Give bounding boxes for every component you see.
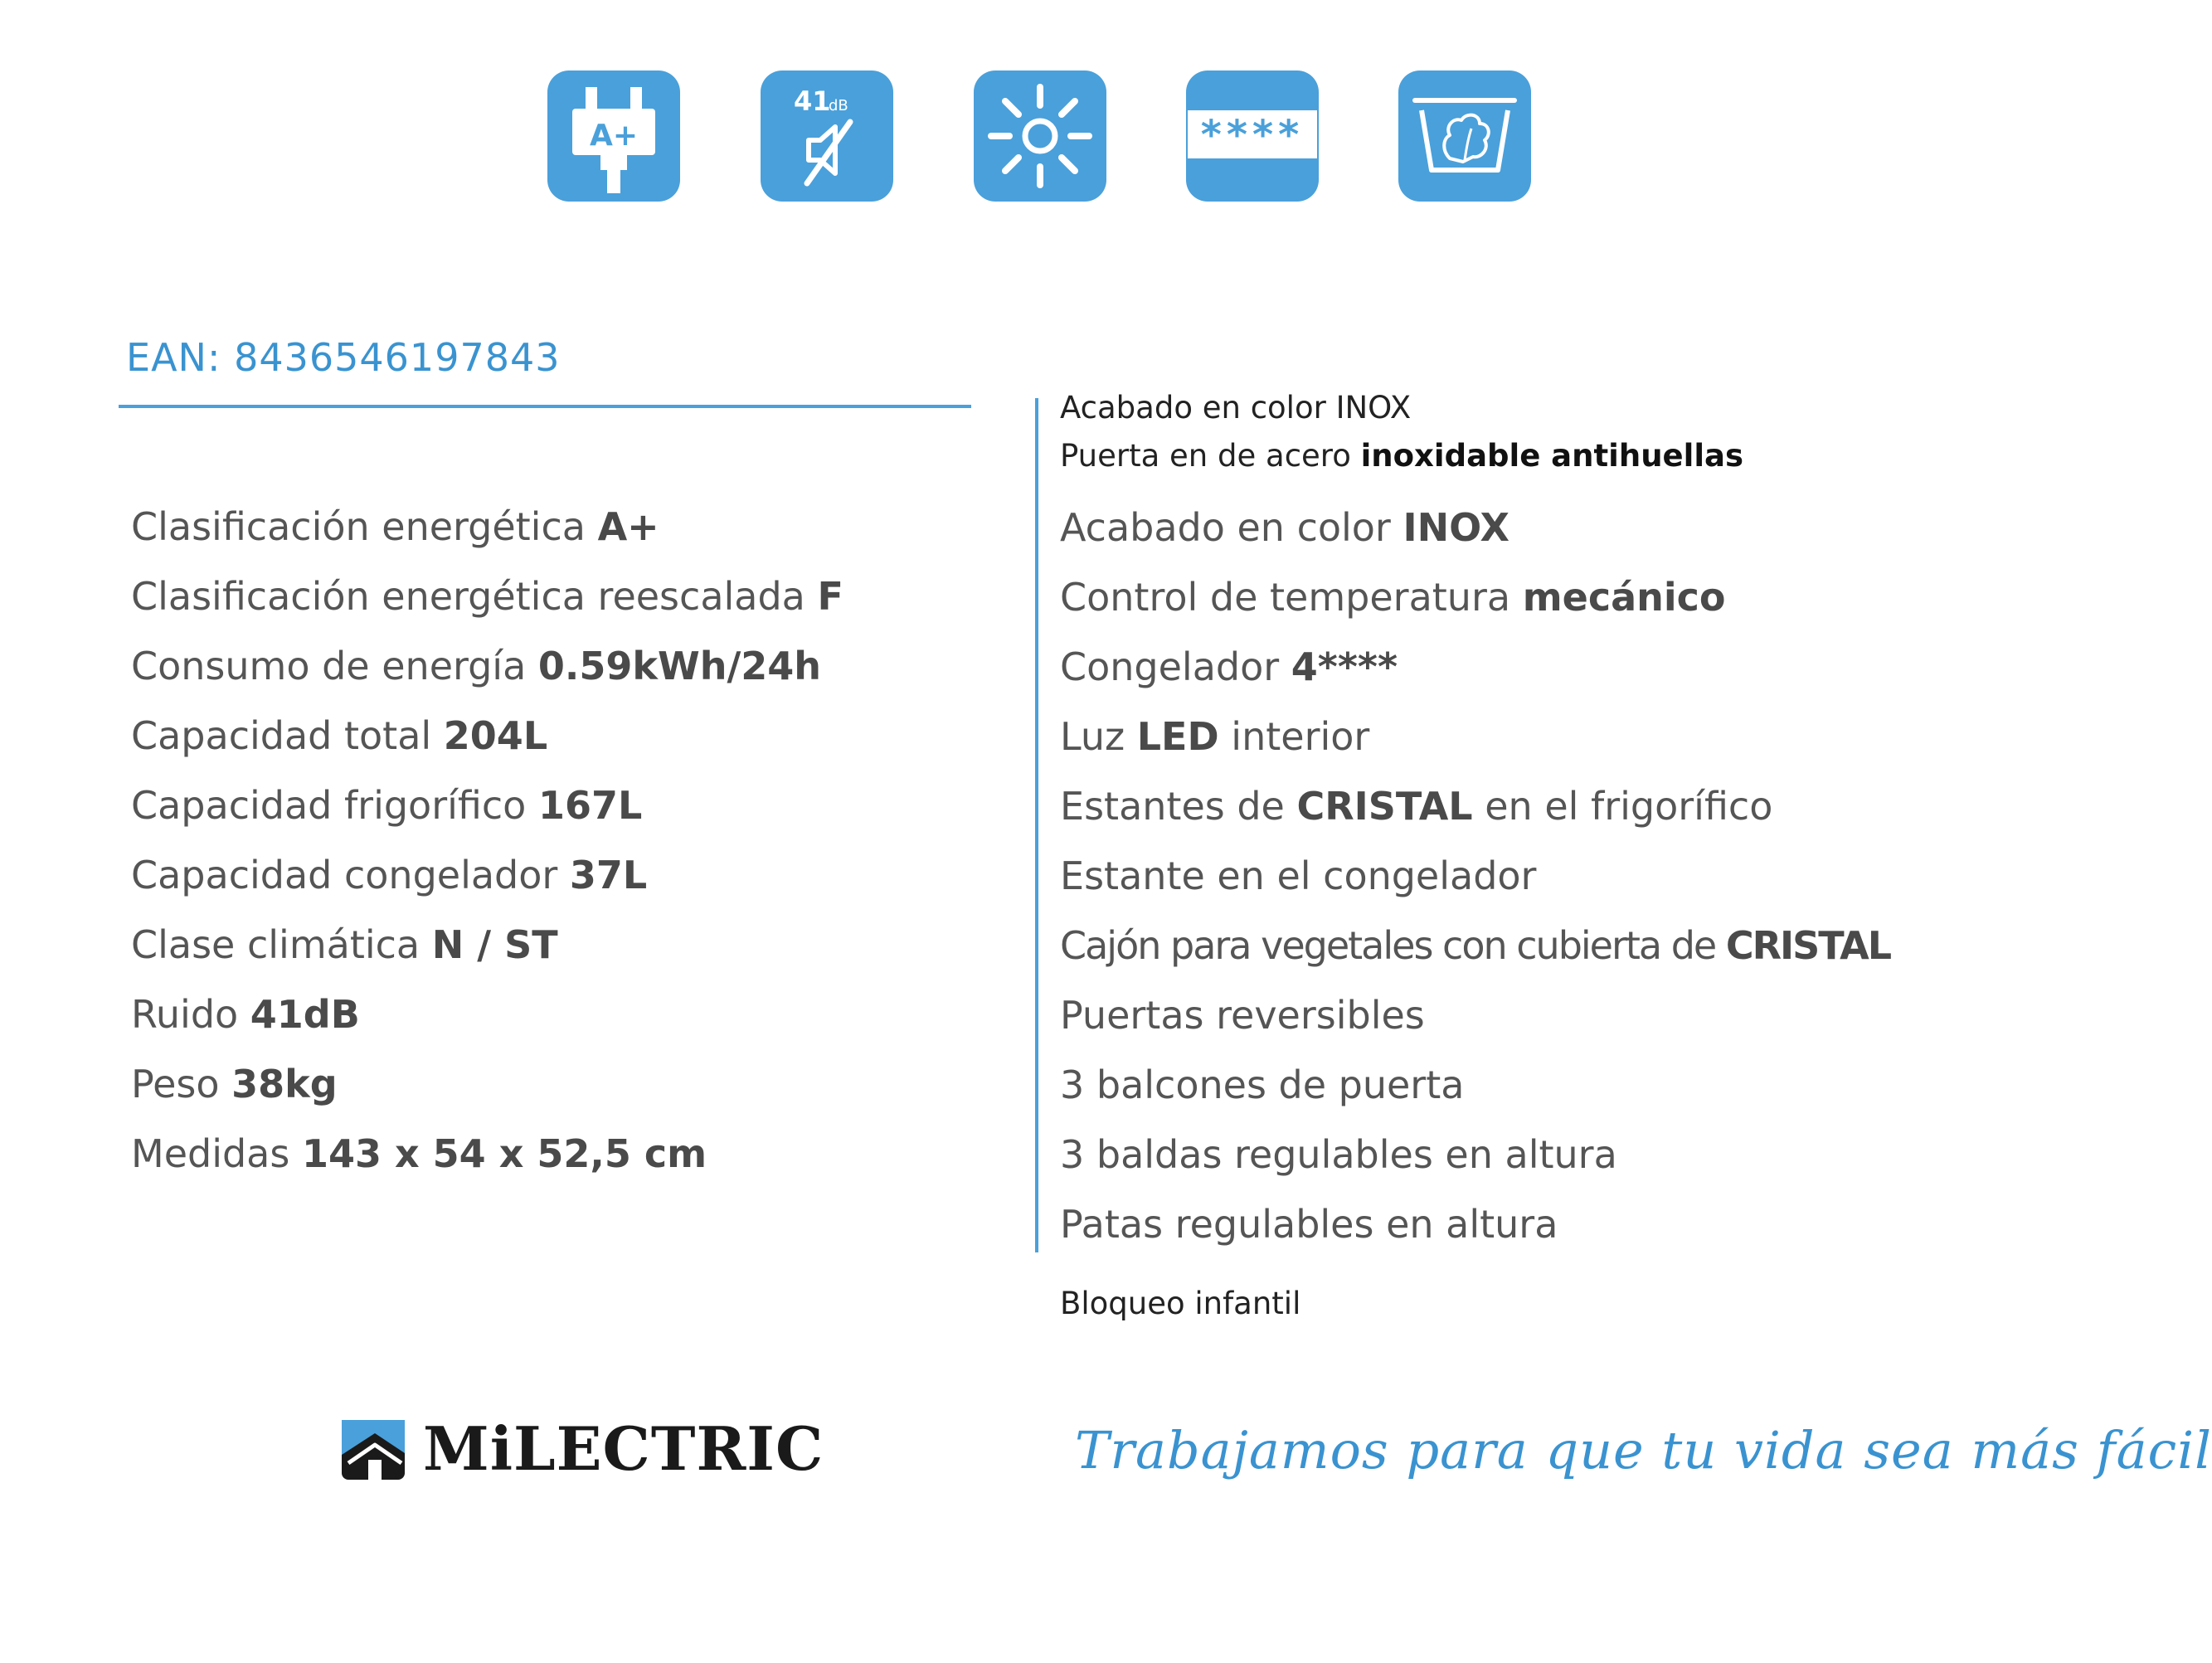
feature-item: Cajón para vegetales con cubierta de CRISTAL xyxy=(1060,923,1891,968)
feature-item: Congelador 4**** xyxy=(1060,644,1398,689)
spec-item: Capacidad frigorífico 167L xyxy=(131,783,643,828)
energy-class-label: A+ xyxy=(589,119,639,153)
noise-unit: dB xyxy=(829,97,848,114)
house-logo-icon xyxy=(340,1417,406,1483)
brand-name: MiLECTRIC xyxy=(423,1413,824,1484)
feature-item: Puertas reversibles xyxy=(1060,993,1425,1038)
ean-code: EAN: 8436546197843 xyxy=(126,335,561,380)
spec-item: Clasificación energética reescalada F xyxy=(131,574,843,619)
spec-item: Peso 38kg xyxy=(131,1062,338,1106)
ean-divider xyxy=(119,405,971,408)
child-lock-note: Bloqueo infantil xyxy=(1060,1286,1301,1321)
spec-list xyxy=(131,500,843,1197)
led-light-icon xyxy=(974,71,1106,202)
finish-note: Acabado en color INOX xyxy=(1060,390,1412,425)
spec-item: Capacidad congelador 37L xyxy=(131,853,648,897)
column-divider xyxy=(1035,398,1038,1252)
feature-item: Control de temperatura mecánico xyxy=(1060,575,1726,620)
spec-item: Clase climática N / ST xyxy=(131,922,558,967)
feature-item: Estante en el congelador xyxy=(1060,853,1537,898)
spec-item: Ruido 41dB xyxy=(131,992,360,1037)
feature-item: 3 balcones de puerta xyxy=(1060,1062,1465,1107)
energy-plug-icon xyxy=(547,71,680,202)
door-note: Puerta en de acero inoxidable antihuellas xyxy=(1060,438,1743,474)
feature-item: Estantes de CRISTAL en el frigorífico xyxy=(1060,784,1773,829)
feature-item: Acabado en color INOX xyxy=(1060,505,1510,550)
feature-list xyxy=(1060,501,1890,1267)
noise-icon xyxy=(761,71,893,202)
feature-item: Patas regulables en altura xyxy=(1060,1202,1558,1247)
vegetable-drawer-icon xyxy=(1398,71,1531,202)
feature-item: 3 baldas regulables en altura xyxy=(1060,1132,1617,1177)
noise-value: 41 xyxy=(794,85,831,117)
feature-item: Luz LED interior xyxy=(1060,714,1370,759)
freezer-stars-label: **** xyxy=(1200,112,1305,158)
spec-item: Medidas 143 x 54 x 52,5 cm xyxy=(131,1131,707,1176)
slogan: Trabajamos para que tu vida sea más fácil xyxy=(1075,1420,2212,1481)
spec-item: Clasificación energética A+ xyxy=(131,504,659,549)
spec-item: Consumo de energía 0.59kWh/24h xyxy=(131,644,822,688)
freezer-stars-icon xyxy=(1186,71,1319,202)
spec-item: Capacidad total 204L xyxy=(131,713,548,758)
